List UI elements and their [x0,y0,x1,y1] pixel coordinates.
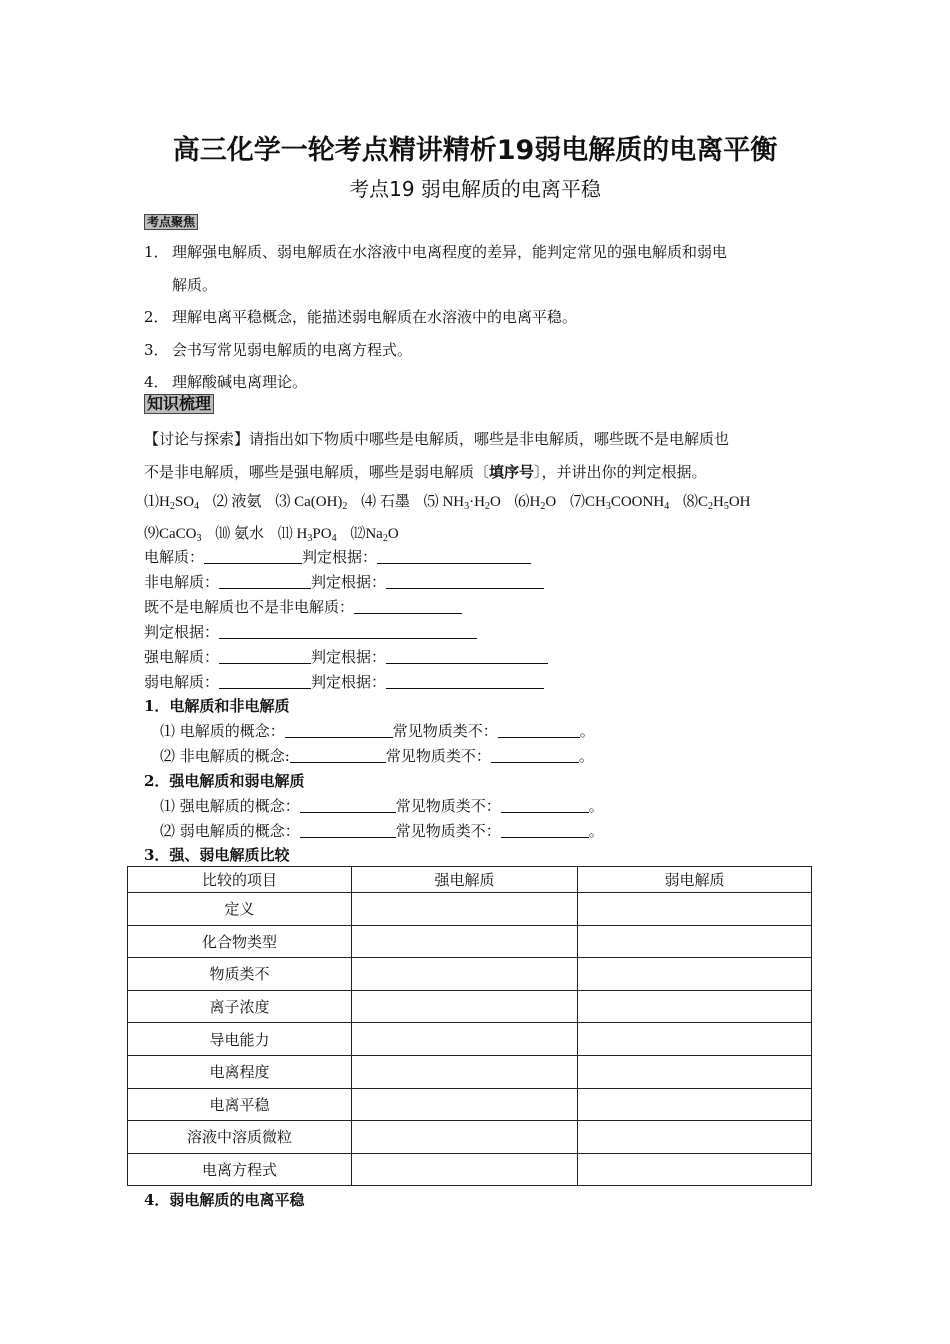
strong-blank[interactable] [219,648,311,664]
focus-item-2: 2． 理解电离平稳概念，能描述弱电解质在水溶液中的电离平稳。 [144,308,578,326]
row-label: 化合物类型 [128,925,352,958]
comparison-table [127,866,812,1186]
nonelectrolyte-blank[interactable] [219,573,311,589]
fill-keyword: 填序号 [489,463,535,481]
electrolyte-basis-blank[interactable] [377,548,531,564]
focus-item-1: 1． 理解强电解质、弱电解质在水溶液中电离程度的差异，能判定常见的强电解质和弱电 [144,243,728,261]
knowledge-tag: 知识梳理 [144,394,214,414]
table-row [128,1153,812,1186]
electrolyte-blank[interactable] [204,548,302,564]
table-row [128,958,812,991]
strong-cell[interactable] [352,1023,578,1056]
answer-neither: 既不是电解质也不是非电解质： [144,598,462,616]
row-label: 导电能力 [128,1023,352,1056]
table-row [128,1055,812,1088]
table-row [128,990,812,1023]
focus-item-1-cont: 解质。 [172,276,218,294]
nonelectrolyte-concept-blank[interactable] [290,747,386,763]
focus-item-4: 4． 理解酸碱电离理论。 [144,373,308,391]
strong-cell[interactable] [352,1153,578,1186]
nonelectrolyte-types-blank[interactable] [491,747,579,763]
weak-cell[interactable] [578,1023,812,1056]
row-label: 物质类不 [128,958,352,991]
section-1-title: 1．电解质和非电解质 [144,697,290,715]
row-label: 电离程度 [128,1055,352,1088]
electrolyte-concept-blank[interactable] [285,722,393,738]
weak-cell[interactable] [578,925,812,958]
table-row [128,893,812,926]
discussion-line-2: 不是非电解质，哪些是强电解质，哪些是弱电解质〔填序号〕，并讲出你的判定根据。 [144,463,707,481]
table-row [128,1121,812,1154]
substance-list-2: ⑼CaCO$_3$ ⑽ 氨水 ⑾ $H_3PO_4$ $⑿Na_2O$ [144,526,399,544]
strong-cell[interactable] [352,925,578,958]
weak-concept-blank[interactable] [300,822,396,838]
table-header-strong: 强电解质 [352,867,578,893]
strong-concept-blank[interactable] [300,797,396,813]
table-header-row [128,867,812,893]
section-1-a: ⑴ 电解质的概念： 常见物质类不： 。 [160,722,595,740]
strong-cell[interactable] [352,1121,578,1154]
row-label: 电离方程式 [128,1153,352,1186]
nonelectrolyte-basis-blank[interactable] [386,573,544,589]
weak-cell[interactable] [578,1088,812,1121]
strong-basis-blank[interactable] [386,648,548,664]
neither-blank[interactable] [354,598,462,614]
strong-cell[interactable] [352,958,578,991]
document-subtitle: 考点19 弱电解质的电离平稳 [349,177,601,201]
section-2-title: 2．强电解质和弱电解质 [144,772,305,790]
weak-blank[interactable] [219,673,311,689]
table-row [128,1023,812,1056]
strong-types-blank[interactable] [501,797,589,813]
document-title: 高三化学一轮考点精讲精析19弱电解质的电离平衡 [172,135,778,166]
strong-cell[interactable] [352,893,578,926]
table-row [128,925,812,958]
row-label: 离子浓度 [128,990,352,1023]
electrolyte-types-blank[interactable] [498,722,580,738]
row-label: 定义 [128,893,352,926]
strong-cell[interactable] [352,990,578,1023]
weak-cell[interactable] [578,893,812,926]
table-header-weak: 弱电解质 [578,867,812,893]
neither-basis-blank[interactable] [219,623,477,639]
weak-cell[interactable] [578,1121,812,1154]
weak-cell[interactable] [578,990,812,1023]
section-2-a: ⑴ 强电解质的概念： 常见物质类不： 。 [160,797,604,815]
answer-weak: 弱电解质： 判定根据： [144,673,544,691]
weak-types-blank[interactable] [501,822,589,838]
weak-basis-blank[interactable] [386,673,544,689]
section-1-b: ⑵ 非电解质的概念: 常见物质类不： 。 [160,747,594,765]
weak-cell[interactable] [578,1153,812,1186]
answer-neither-basis: 判定根据： [144,623,477,641]
table-header-item: 比较的项目 [128,867,352,893]
strong-cell[interactable] [352,1055,578,1088]
table-row [128,1088,812,1121]
row-label: 电离平稳 [128,1088,352,1121]
weak-cell[interactable] [578,1055,812,1088]
section-3-title: 3．强、弱电解质比较 [144,846,290,864]
answer-strong: 强电解质： 判定根据： [144,648,548,666]
answer-nonelectrolyte: 非电解质： 判定根据： [144,573,544,591]
substance-list-1: $⑴H_2SO_4$ ⑵ 液氨 ⑶ $Ca(OH)_2$ ⑷ 石墨 ⑸ $NH_3\cdot H_2O$ $⑹H_2O$ $⑺CH_3COONH_4$ $⑻C_2H_5OH$ [144,494,751,512]
weak-cell[interactable] [578,958,812,991]
section-2-b: ⑵ 弱电解质的概念： 常见物质类不： 。 [160,822,604,840]
row-label: 溶液中溶质微粒 [128,1121,352,1154]
focus-tag: 考点聚焦 [144,214,198,230]
answer-electrolyte: 电解质： 判定根据： [144,548,531,566]
discussion-line-1: 【讨论与探索】请指出如下物质中哪些是电解质，哪些是非电解质，哪些既不是电解质也 [144,430,730,448]
section-4-title: 4．弱电解质的电离平稳 [144,1191,305,1209]
strong-cell[interactable] [352,1088,578,1121]
focus-item-3: 3． 会书写常见弱电解质的电离方程式。 [144,341,413,359]
